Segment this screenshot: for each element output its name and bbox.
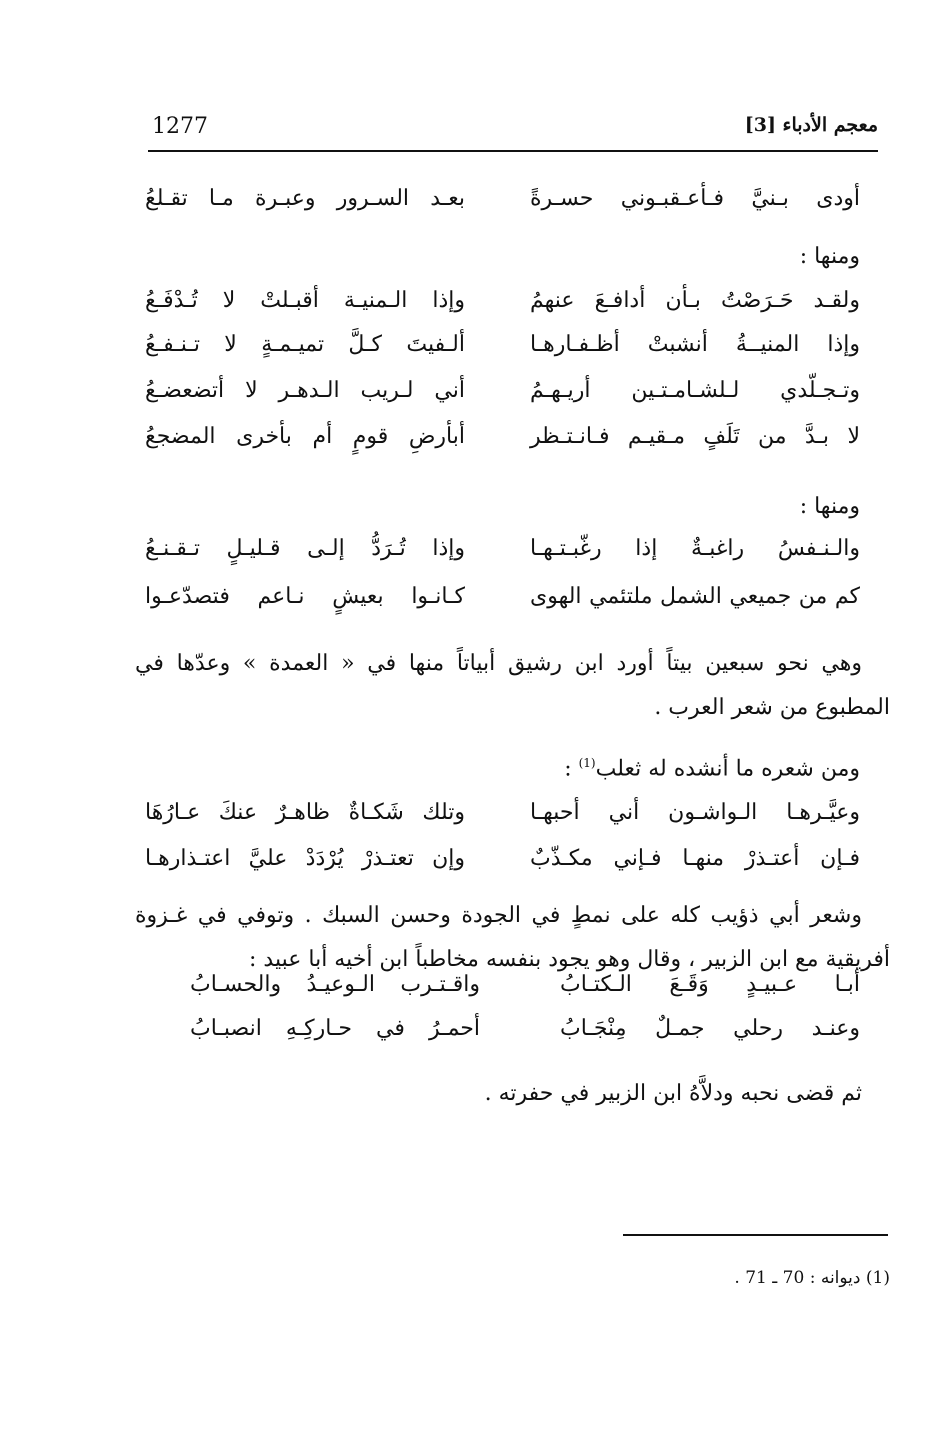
verse-second-hemistich: بعـد السـرور وعبـرة مـا تقـلعُ xyxy=(145,186,465,211)
verse xyxy=(105,332,860,376)
running-title: معجم الأدباء [3] xyxy=(744,114,878,136)
footnote: (1) ديوانه : 70 ـ 71 . xyxy=(734,1268,890,1288)
page-number: 1277 xyxy=(152,114,208,139)
verse-first-hemistich: وعيَّـرهـا الـواشـون أني أحبهـا xyxy=(530,800,860,825)
verse xyxy=(105,584,860,628)
verse-second-hemistich: أحمـرُ في حـاركِـهِ انصبـابُ xyxy=(190,1016,480,1041)
verse xyxy=(105,846,860,890)
verse-second-hemistich: ألـفيتَ كـلَّ تميـمـةٍ لا تـنـفـعُ xyxy=(145,332,465,357)
header-rule xyxy=(148,150,878,152)
verse xyxy=(105,378,860,422)
verse-first-hemistich: وعنـد رحلي جمـلٌ مِنْجَـابُ xyxy=(560,1016,860,1041)
verse-first-hemistich: والـنـفسُ راغبـةٌ إذا رغّبـتـهـا xyxy=(530,536,860,561)
section-label: ومنها : xyxy=(799,494,860,519)
section-label-tail: : xyxy=(564,756,579,782)
footnote-reference: (1) xyxy=(578,756,596,770)
page-header xyxy=(148,112,878,142)
section-label xyxy=(564,756,860,781)
verse-first-hemistich: أبـا عـبيـدٍ وَقَـعَ الـكتـابُ xyxy=(560,972,860,997)
prose-paragraph: ثم قضى نحبه ودلاَّهُ ابن الزبير في حفرته . xyxy=(484,1081,862,1106)
verse-second-hemistich: كـانـوا بعيشٍ نـاعم فتصدّعـوا xyxy=(145,584,465,609)
verse-first-hemistich: لا بـدَّ من تَلَفٍ مـقيـم فـانـتـظر xyxy=(530,424,860,449)
verse-second-hemistich: أبأرضِ قومٍ أم بأخرى المضجعُ xyxy=(145,424,465,449)
verse-second-hemistich: وإن تعتـذرْ يُرْدَدْ عليَّ اعتـذارهـا xyxy=(145,846,465,871)
verse-first-hemistich: وتـجـلّدي لـلشـامـتـين أريـهـمُ xyxy=(530,378,860,403)
section-label: ومنها : xyxy=(799,244,860,269)
footnote-rule xyxy=(623,1234,888,1236)
verse xyxy=(105,800,860,844)
verse-first-hemistich: كم من جميعي الشمل ملتئمي الهوى xyxy=(530,584,860,609)
verse-first-hemistich: فـإن أعتـذرْ منهـا فـإني مكـذّبٌ xyxy=(530,846,860,871)
verse-second-hemistich: وتلك شَكـاةٌ ظاهـرٌ عنكَ عـارُهَا xyxy=(145,800,465,825)
prose-paragraph: وهي نحو سبعين بيتاً أورد ابن رشيق أبياتاً منها في « العمدة » وعدّها في المطبوع من شعر العرب . xyxy=(135,651,890,720)
verse-second-hemistich: وإذا تُـرَدُّ إلـى قـليـلٍ تـقـنـعُ xyxy=(145,536,465,561)
verse-second-hemistich: وإذا الـمنيـة أقبـلتْ لا تُـدْفَـعُ xyxy=(145,288,465,313)
verse-first-hemistich: أودى بـنيَّ فـأعـقبـوني حسـرةً xyxy=(530,186,860,211)
prose-paragraph: وشعر أبي ذؤيب كله على نمطٍ في الجودة وحسن السبك . وتوفي في غـزوة أفريقية مع ابن الزبير ، وقال وهو يجود بنفسه مخاطباً ابن أخيه أبا عبيد : xyxy=(135,903,890,972)
verse-second-hemistich: واقـتـرب الـوعيـدُ والحسـابُ xyxy=(190,972,480,997)
verse xyxy=(105,424,860,468)
verse xyxy=(105,1016,860,1060)
verse xyxy=(105,186,860,230)
section-label-text: ومن شعره ما أنشده له ثعلب xyxy=(595,756,860,782)
verse xyxy=(105,536,860,580)
verse-first-hemistich: ولقـد حَـرَصْتُ بـأن أدافـعَ عنهمُ xyxy=(530,288,860,313)
verse xyxy=(105,288,860,332)
verse-first-hemistich: وإذا المنيــةُ أنشبتْ أظـفـارهـا xyxy=(530,332,860,357)
verse-second-hemistich: أني لـريب الـدهـر لا أتضعضـعُ xyxy=(145,378,465,403)
verse xyxy=(105,972,860,1016)
